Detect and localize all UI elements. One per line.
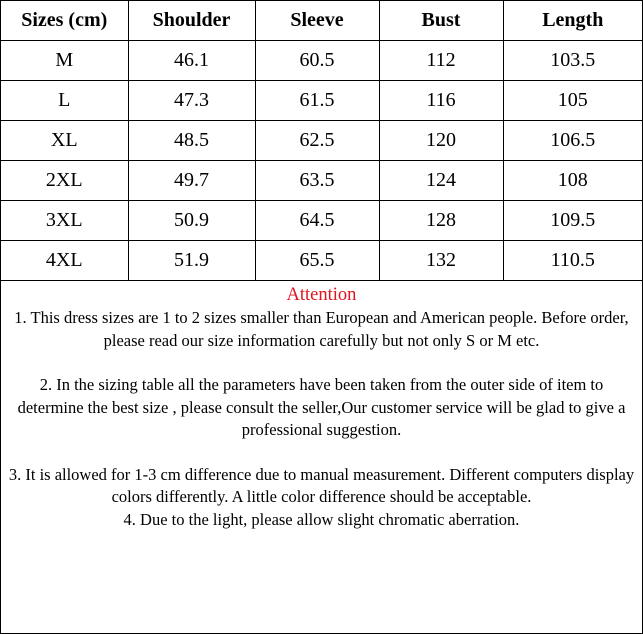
cell-sleeve: 61.5 (255, 81, 379, 121)
cell-length: 103.5 (503, 41, 642, 81)
cell-sleeve: 65.5 (255, 241, 379, 281)
cell-shoulder: 51.9 (128, 241, 255, 281)
table-row (1, 41, 642, 81)
header-shoulder: Shoulder (128, 1, 255, 41)
cell-bust: 112 (379, 41, 503, 81)
cell-bust: 116 (379, 81, 503, 121)
cell-length: 108 (503, 161, 642, 201)
cell-size: 3XL (1, 201, 128, 241)
cell-length: 105 (503, 81, 642, 121)
cell-size: XL (1, 121, 128, 161)
note-2: 2. In the sizing table all the parameters have been taken from the outer side of item to determine the best size , please consult the seller,Our customer service will be glad to give a professional suggestion. (17, 375, 626, 439)
note-4: 4. Due to the light, please allow slight chromatic aberration. (123, 509, 520, 529)
cell-shoulder: 50.9 (128, 201, 255, 241)
cell-size: 2XL (1, 161, 128, 201)
table-header-row (1, 1, 642, 41)
cell-size: M (1, 41, 128, 81)
cell-sleeve: 62.5 (255, 121, 379, 161)
cell-shoulder: 49.7 (128, 161, 255, 201)
cell-length: 110.5 (503, 241, 642, 281)
header-length: Length (503, 1, 642, 41)
table-row (1, 161, 642, 201)
cell-shoulder: 46.1 (128, 41, 255, 81)
cell-sleeve: 63.5 (255, 161, 379, 201)
attention-notes (1, 281, 642, 531)
header-sizes: Sizes (cm) (1, 1, 128, 41)
table-row (1, 81, 642, 121)
cell-length: 106.5 (503, 121, 642, 161)
cell-length: 109.5 (503, 201, 642, 241)
cell-shoulder: 48.5 (128, 121, 255, 161)
cell-shoulder: 47.3 (128, 81, 255, 121)
table-row (1, 121, 642, 161)
header-sleeve: Sleeve (255, 1, 379, 41)
table-row (1, 201, 642, 241)
cell-bust: 128 (379, 201, 503, 241)
cell-bust: 120 (379, 121, 503, 161)
note-3: 3. It is allowed for 1-3 cm difference due to manual measurement. Different computers display colors differently. A little color difference should be acceptable. (8, 464, 635, 506)
cell-sleeve: 60.5 (255, 41, 379, 81)
cell-size: 4XL (1, 241, 128, 281)
note-1: 1. This dress sizes are 1 to 2 sizes smaller than European and American people. Before order, please read our size information carefully but not only S or M etc. (14, 308, 629, 350)
size-table (1, 1, 642, 281)
cell-sleeve: 64.5 (255, 201, 379, 241)
cell-size: L (1, 81, 128, 121)
cell-bust: 132 (379, 241, 503, 281)
table-row (1, 241, 642, 281)
cell-bust: 124 (379, 161, 503, 201)
header-bust: Bust (379, 1, 503, 41)
attention-title: Attention (286, 285, 357, 305)
